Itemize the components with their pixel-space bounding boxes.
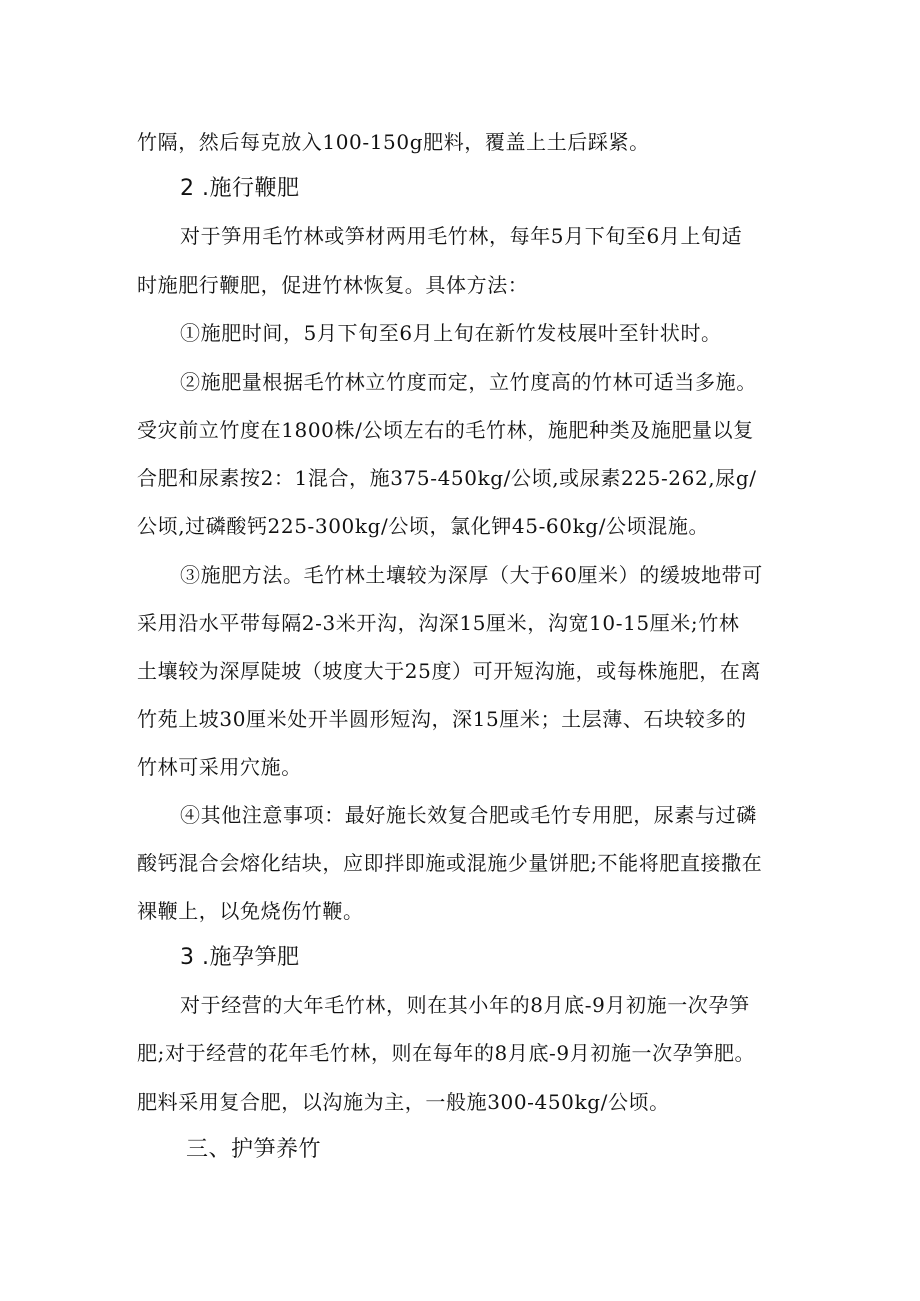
text-line: 受灾前立竹度在1800株/公顷左右的毛竹林，施肥种类及施肥量以复 [137,418,754,442]
text-line: 对于笋用毛竹林或笋材两用毛竹林，每年5月下旬至6月上旬适 [180,224,743,248]
text-line: ③施肥方法。毛竹林土壤较为深厚（大于60厘米）的缓坡地带可 [180,563,763,587]
text-line: 竹隔，然后每克放入100-150g肥料，覆盖上土后踩紧。 [137,130,650,154]
text-line: 肥料采用复合肥，以沟施为主，一般施300-450kg/公顷。 [137,1090,670,1114]
text-line: 对于经营的大年毛竹林，则在其小年的8月底-9月初施一次孕笋 [180,993,750,1017]
subheading-whip-fertilizer: 2 .施行鞭肥 [180,176,300,201]
text-line: ④其他注意事项：最好施长效复合肥或毛竹专用肥，尿素与过磷 [180,803,757,827]
text-line: 竹苑上坡30厘米处开半圆形短沟，深15厘米；土层薄、石块较多的 [137,707,747,731]
text-line: 采用沿水平带每隔2-3米开沟，沟深15厘米，沟宽10-15厘米;竹林 [137,611,740,635]
text-line: 酸钙混合会熔化结块，应即拌即施或混施少量饼肥;不能将肥直接撒在 [137,851,763,875]
text-line: ②施肥量根据毛竹林立竹度而定，立竹度高的竹林可适当多施。 [180,370,757,394]
text-line: 土壤较为深厚陡坡（坡度大于25度）可开短沟施，或每株施肥，在离 [137,659,762,683]
section-heading-protect-shoots: 三、护笋养竹 [186,1137,322,1162]
text-line: 裸鞭上，以免烧伤竹鞭。 [137,899,364,923]
text-line: ①施肥时间，5月下旬至6月上旬在新竹发枝展叶至针状时。 [180,321,722,345]
subheading-shoot-fertilizer: 3 .施孕笋肥 [180,945,300,970]
text-line: 时施肥行鞭肥，促进竹林恢复。具体方法： [137,273,529,297]
text-line: 公顷,过磷酸钙225-300kg/公顷，氯化钾45-60kg/公顷混施。 [137,514,710,538]
text-line: 竹林可采用穴施。 [137,755,302,779]
text-line: 合肥和尿素按2：1混合，施375-450kg/公顷,或尿素225-262,尿g/ [137,466,757,490]
text-line: 肥;对于经营的花年毛竹林，则在每年的8月底-9月初施一次孕笋肥。 [137,1041,756,1065]
